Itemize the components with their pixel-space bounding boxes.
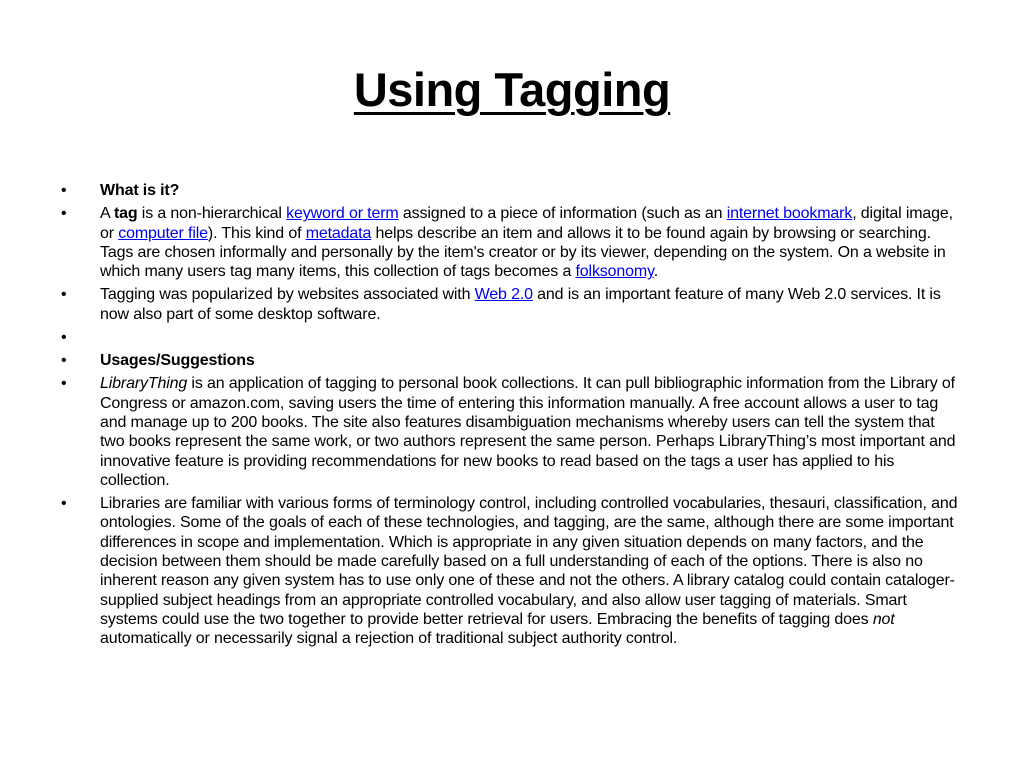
- slide-title: Using Tagging: [353, 63, 671, 116]
- bullet-empty: [58, 328, 958, 347]
- bullet-libraries: [58, 494, 958, 648]
- text-span: .: [653, 263, 659, 281]
- text-span: and is an important feature of many Web 2.0 services. It is now also part of some desktop software.: [100, 286, 941, 323]
- bullet-definition: [58, 204, 958, 281]
- not-emphasis: not: [872, 610, 895, 628]
- usages-heading: Usages/Suggestions: [100, 352, 255, 370]
- text-span: is a non-hierarchical: [137, 205, 287, 223]
- bullet-list: [58, 181, 958, 653]
- bullet-what-is-it: [58, 181, 958, 200]
- bullet-popularized: [58, 285, 958, 324]
- text-span: Libraries are familiar with various forms of terminology control, including controlled vocabularies, thesauri, classification, and ontologies. Some of the goals of each of these technologies, and tagging, are the same, although there are some important differences in scope and implementation. Which is appropriate in any given situation depends on many factors, and the decision between them should be made carefully based on a full understanding of each of the options. There is also no inherent reason any given system has to use only one of these and not the others. A library catalog could contain cataloger-supplied subject headings from an appropriate controlled vocabulary, and also allow user tagging of materials. Smart systems could use the two together to provide better retrieval for users. Embracing the benefits of tagging does: [100, 495, 958, 628]
- text-span: assigned to a piece of information (such as an: [398, 205, 727, 223]
- bullet-librarything: [58, 374, 958, 490]
- keyword-or-term-link[interactable]: keyword or term: [286, 205, 399, 223]
- text-span: automatically or necessarily signal a rejection of traditional subject authority control.: [100, 630, 678, 648]
- computer-file-link[interactable]: computer file: [118, 224, 208, 242]
- what-is-it-heading: What is it?: [100, 182, 180, 199]
- metadata-link[interactable]: metadata: [305, 224, 372, 242]
- text-span: A: [100, 205, 114, 223]
- tag-term: tag: [113, 205, 138, 223]
- text-span: , digital image, or: [100, 205, 953, 242]
- internet-bookmark-link[interactable]: internet bookmark: [726, 205, 853, 223]
- web-2-link[interactable]: Web 2.0: [474, 286, 533, 304]
- folksonomy-link[interactable]: folksonomy: [575, 263, 654, 281]
- bullet-usages: [58, 351, 958, 370]
- text-span: ). This kind of: [207, 224, 306, 242]
- librarything-name: LibraryThing: [100, 375, 188, 393]
- text-span: is an application of tagging to personal book collections. It can pull bibliographic information from the Library of Congress or amazon.com, saving users the time of entering this information manually. A free account allows a user to tag and manage up to 200 books. The site also features disambiguation mechanisms whereby users can tell the system that two books represent the same work, or two authors represent the same person. Perhaps LibraryThing’s most important and innovative feature is providing recommendations for new books to read based on the tags a user has applied to his collection.: [100, 375, 956, 489]
- text-span: helps describe an item and allows it to be found again by browsing or searching. Tags are chosen informally and personally by the item's creator or by its viewer, depending on the system. On a website in which many users tag many items, this collection of tags becomes a: [100, 224, 946, 281]
- text-span: Tagging was popularized by websites associated with: [100, 286, 475, 304]
